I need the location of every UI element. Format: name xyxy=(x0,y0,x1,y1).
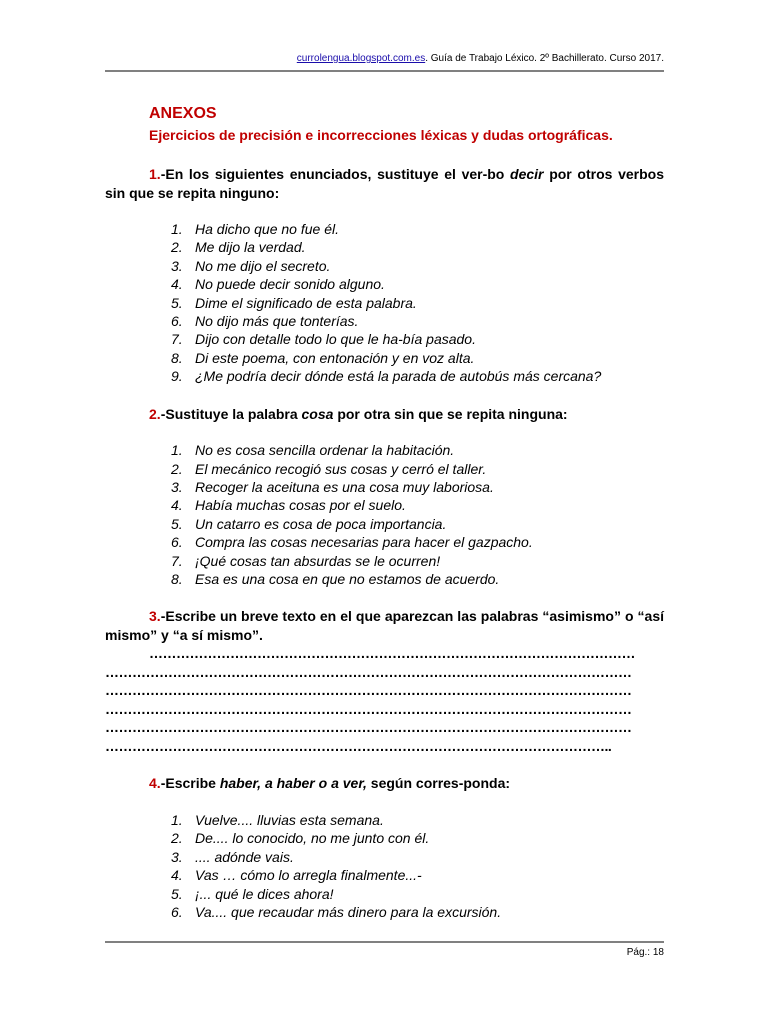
list-item-number: 6. xyxy=(171,534,183,551)
list-item-text: Recoger la aceituna es una cosa muy laboriosa. xyxy=(195,478,494,495)
exercise-2-number: 2. xyxy=(149,405,161,422)
list-item-number: 8. xyxy=(171,571,183,587)
blog-link[interactable]: currolengua.blogspot.com.es xyxy=(296,53,426,64)
list-item-text: El mecánico recogió sus cosas y cerró el taller. xyxy=(195,460,487,477)
list-item xyxy=(171,829,664,847)
list-item xyxy=(171,220,664,238)
list-item-text: ¿Me podría decir dónde está la parada de autobús más cercana? xyxy=(195,368,602,385)
list-item-text: Un catarro es cosa de poca importancia. xyxy=(195,515,447,532)
answer-line[interactable]: ……………………………………………………………………………………………… xyxy=(149,645,635,662)
list-item-number: 7. xyxy=(171,552,183,569)
list-item xyxy=(171,496,664,514)
list-item xyxy=(171,460,664,478)
list-item-text: De.... lo conocido, no me junto con él. xyxy=(195,830,430,847)
list-item-text: Di este poema, con entonación y en voz alta. xyxy=(195,349,475,366)
list-item-text: Va.... que recaudar más dinero para la excursión. xyxy=(195,903,502,920)
list-item-number: 2. xyxy=(171,460,183,477)
exercise-1-heading: 1.-En los siguientes enunciados, sustituye el ver-bo decir por otros verbos sin que se repita ninguno: xyxy=(105,166,664,201)
list-item-text: Dime el significado de esta palabra. xyxy=(195,294,417,311)
list-item-text: No es cosa sencilla ordenar la habitación. xyxy=(195,442,455,459)
list-item-number: 9. xyxy=(171,368,183,385)
list-item-number: 5. xyxy=(171,515,183,532)
list-item xyxy=(171,330,664,348)
list-item xyxy=(171,515,664,533)
list-item-text: Compra las cosas necesarias para hacer el gazpacho. xyxy=(195,534,533,551)
list-item xyxy=(171,811,664,829)
answer-line[interactable]: ………………………………………………………………………………………………….. xyxy=(105,737,612,754)
list-item xyxy=(171,478,664,496)
list-item xyxy=(171,275,664,293)
exercise-1-list xyxy=(171,220,664,386)
exercise-1-number: 1. xyxy=(149,166,161,182)
list-item-text: ¡Qué cosas tan absurdas se le ocurren! xyxy=(195,552,441,569)
section-subtitle: Ejercicios de precisión e incorrecciones léxicas y dudas ortográficas. xyxy=(149,127,613,143)
list-item-number: 3. xyxy=(171,848,183,865)
list-item-number: 4. xyxy=(171,867,183,884)
list-item-text: No puede decir sonido alguno. xyxy=(195,276,385,293)
list-item-number: 7. xyxy=(171,331,183,348)
list-item xyxy=(171,349,664,367)
list-item xyxy=(171,294,664,312)
list-item-number: 1. xyxy=(171,811,183,828)
list-item xyxy=(171,848,664,866)
list-item-number: 2. xyxy=(171,239,183,256)
footer-rule xyxy=(105,941,664,943)
list-item-number: 8. xyxy=(171,349,183,366)
list-item-text: Me dijo la verdad. xyxy=(195,239,306,256)
exercise-4-list xyxy=(171,811,664,921)
list-item-text: Vuelve.... lluvias esta semana. xyxy=(195,811,384,828)
list-item-text: Dijo con detalle todo lo que le ha-bía pasado. xyxy=(195,331,476,348)
answer-line[interactable]: ……………………………………………………………………………………………………… xyxy=(105,663,632,680)
list-item xyxy=(171,441,664,459)
list-item xyxy=(171,866,664,884)
list-item xyxy=(171,312,664,330)
document-body xyxy=(105,104,664,921)
list-item-number: 5. xyxy=(171,294,183,311)
exercise-2-heading: 2.-Sustituye la palabra cosa por otra sin que se repita ninguna: xyxy=(149,405,568,422)
exercise-4-number: 4. xyxy=(149,775,161,792)
exercise-3-answer-lines xyxy=(105,644,664,755)
list-item xyxy=(171,257,664,275)
list-item-text: Vas … cómo lo arregla finalmente...- xyxy=(195,867,422,884)
list-item xyxy=(171,885,664,903)
list-item-text: No dijo más que tonterías. xyxy=(195,313,359,330)
list-item-text: Había muchas cosas por el suelo. xyxy=(195,497,406,514)
list-item-text: No me dijo el secreto. xyxy=(195,257,331,274)
list-item-number: 6. xyxy=(171,903,183,920)
answer-line[interactable]: ……………………………………………………………………………………………………… xyxy=(105,719,632,736)
answer-line[interactable]: ……………………………………………………………………………………………………… xyxy=(105,682,632,699)
list-item-number: 5. xyxy=(171,885,183,902)
list-item-number: 3. xyxy=(171,257,183,274)
list-item xyxy=(171,533,664,551)
list-item xyxy=(171,552,664,570)
list-item-text: Ha dicho que no fue él. xyxy=(195,221,339,237)
exercise-3-heading: 3.-Escribe un breve texto en el que aparezcan las palabras “asimismo” o “así mismo” y “a sí mismo”. xyxy=(105,608,664,643)
list-item-number: 3. xyxy=(171,478,183,495)
list-item-number: 4. xyxy=(171,497,183,514)
list-item-number: 2. xyxy=(171,830,183,847)
list-item-text: .... adónde vais. xyxy=(195,848,294,865)
exercise-2-list xyxy=(171,441,664,588)
list-item xyxy=(171,238,664,256)
header-text: . Guía de Trabajo Léxico. 2º Bachillerato. Curso 2017. xyxy=(425,53,664,64)
header-rule xyxy=(105,70,664,72)
page-header xyxy=(105,52,664,66)
answer-line[interactable]: ……………………………………………………………………………………………………… xyxy=(105,700,632,717)
list-item xyxy=(171,570,664,588)
list-item-number: 1. xyxy=(171,221,183,237)
list-item-text: Esa es una cosa en que no estamos de acuerdo. xyxy=(195,571,500,587)
list-item-number: 1. xyxy=(171,442,183,459)
list-item-number: 4. xyxy=(171,276,183,293)
list-item xyxy=(171,903,664,921)
exercise-4-heading: 4.-Escribe haber, a haber o a ver, según corres-ponda: xyxy=(149,775,511,792)
page-number: Pág.: 18 xyxy=(626,947,664,958)
section-title: ANEXOS xyxy=(149,105,217,122)
list-item-text: ¡... qué le dices ahora! xyxy=(195,885,334,902)
list-item-number: 6. xyxy=(171,313,183,330)
exercise-3-number: 3. xyxy=(149,608,161,625)
list-item xyxy=(171,367,664,385)
